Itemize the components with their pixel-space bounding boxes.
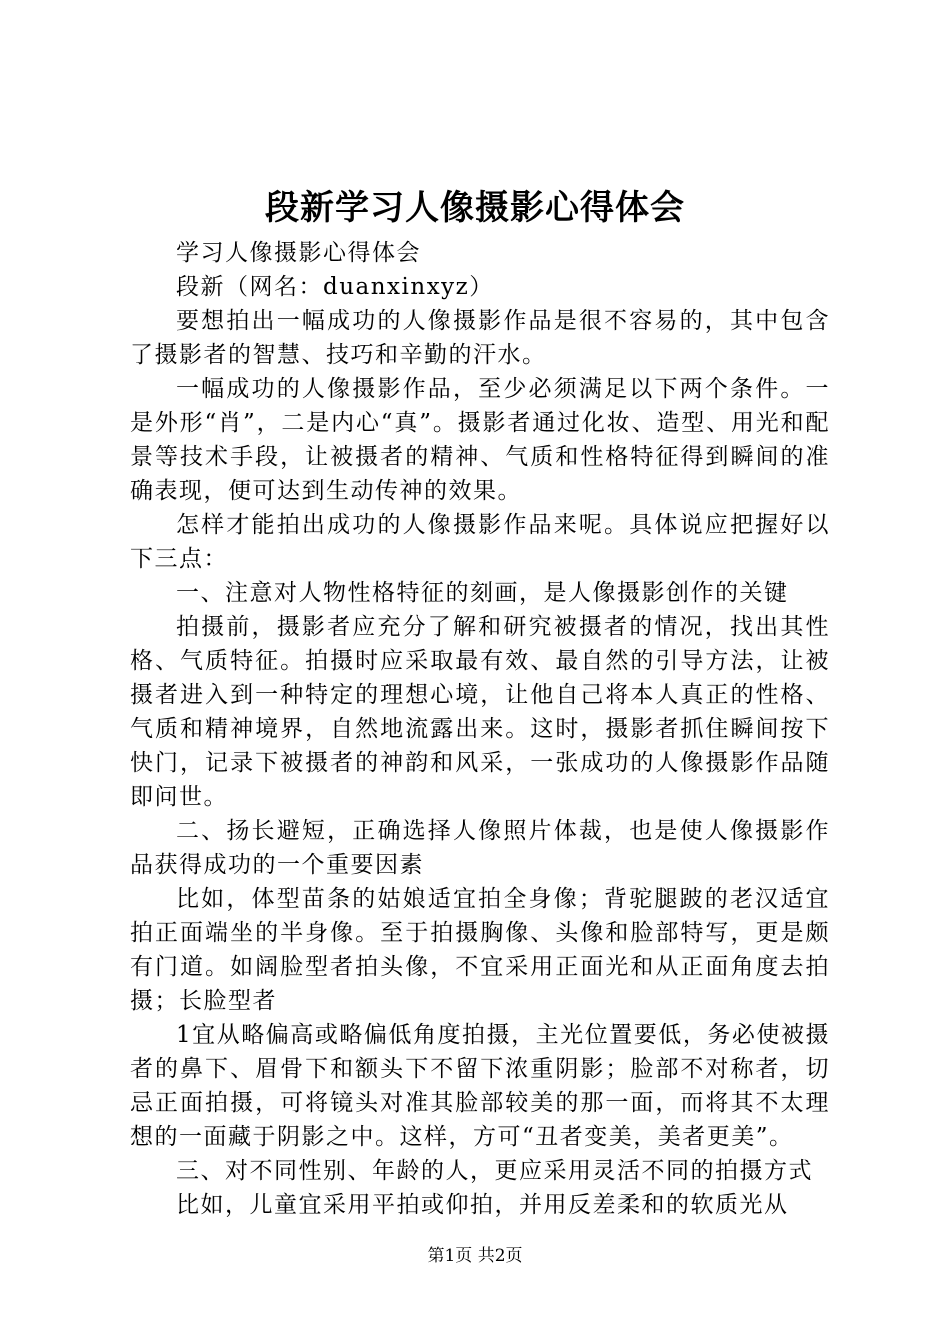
- body-paragraph: 比如，体型苗条的姑娘适宜拍全身像；背驼腿跛的老汉适宜拍正面端坐的半身像。至于拍摄胸像、头像和脸部特写，更是颇有门道。如阔脸型者拍头像，不宜采用正面光和从正面角度去拍摄；长脸型者: [130, 886, 830, 1014]
- body-paragraph: 1宜从略偏高或略偏低角度拍摄，主光位置要低，务必使被摄者的鼻下、眉骨下和额头下不留下浓重阴影；脸部不对称者，切忌正面拍摄，可将镜头对准其脸部较美的那一面，而将其不太理想的一面藏于阴影之中。这样，方可“丑者变美，美者更美”。: [130, 1022, 830, 1150]
- body-paragraph: 要想拍出一幅成功的人像摄影作品是很不容易的，其中包含了摄影者的智慧、技巧和辛勤的汗水。: [130, 308, 830, 368]
- subtitle-paragraph: 学习人像摄影心得体会: [176, 240, 421, 266]
- author-paragraph: 段新（网名：duanxinxyz）: [176, 274, 494, 300]
- page-number-footer: 第1页 共2页: [427, 1246, 523, 1266]
- document-body: [130, 236, 830, 1222]
- section-heading: 二、扬长避短，正确选择人像照片体裁，也是使人像摄影作品获得成功的一个重要因素: [130, 818, 830, 878]
- body-paragraph: 比如，儿童宜采用平拍或仰拍，并用反差柔和的软质光从: [176, 1192, 789, 1218]
- body-paragraph: 一幅成功的人像摄影作品，至少必须满足以下两个条件。一是外形“肖”，二是内心“真”。摄影者通过化妆、造型、用光和配景等技术手段，让被摄者的精神、气质和性格特征得到瞬间的准确表现，便可达到生动传神的效果。: [130, 376, 830, 504]
- section-heading: 三、对不同性别、年龄的人，更应采用灵活不同的拍摄方式: [176, 1158, 813, 1184]
- document-title: 段新学习人像摄影心得体会: [265, 188, 685, 228]
- body-paragraph: 怎样才能拍出成功的人像摄影作品来呢。具体说应把握好以下三点：: [130, 512, 830, 572]
- body-paragraph: 拍摄前，摄影者应充分了解和研究被摄者的情况，找出其性格、气质特征。拍摄时应采取最有效、最自然的引导方法，让被摄者进入到一种特定的理想心境，让他自己将本人真正的性格、气质和精神境界，自然地流露出来。这时，摄影者抓住瞬间按下快门，记录下被摄者的神韵和风采，一张成功的人像摄影作品随即问世。: [130, 614, 830, 810]
- section-heading: 一、注意对人物性格特征的刻画，是人像摄影创作的关键: [176, 580, 789, 606]
